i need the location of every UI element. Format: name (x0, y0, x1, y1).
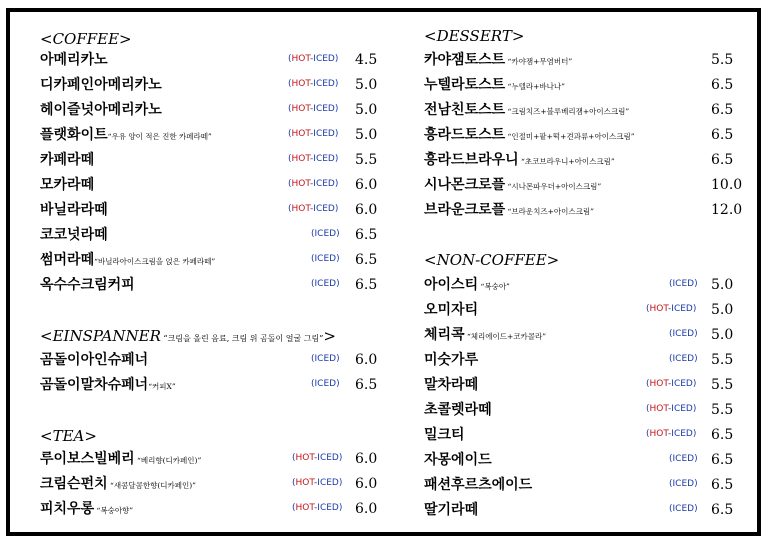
dash-label: - (310, 79, 314, 89)
item-price: 6.5 (711, 502, 734, 518)
menu-item (424, 148, 754, 173)
menu-item (40, 48, 385, 73)
item-name-block (40, 198, 108, 223)
menu-item (40, 148, 385, 173)
item-description: “우유 양이 적은 진한 카페라떼” (107, 132, 212, 141)
temperature-options (311, 373, 340, 395)
item-price: 5.5 (711, 52, 734, 68)
paren-close: ) (336, 254, 340, 264)
item-description: “복숭아” (478, 282, 510, 291)
paren-open: ( (669, 504, 673, 514)
item-price: 6.5 (711, 152, 734, 168)
item-name: 브라운크로플 (424, 202, 506, 218)
paren-open: ( (646, 379, 650, 389)
temperature-options (311, 348, 340, 370)
item-price: 6.5 (355, 277, 378, 293)
temperature-options (669, 273, 698, 295)
einspanner-title-note: “크림을 올린 음료, 크림 위 곰돌이 얼굴 그림” (160, 334, 324, 343)
item-name: 자몽에이드 (424, 452, 492, 468)
item-name-block (424, 198, 594, 224)
hot-label: HOT (291, 179, 311, 189)
item-name: 루이보스빌베리 (40, 451, 135, 467)
paren-close: ) (694, 479, 698, 489)
hot-label: HOT (291, 54, 311, 64)
paren-close: ) (694, 329, 698, 339)
iced-label: ICED (314, 354, 337, 364)
item-name-block (40, 98, 162, 123)
temperature-options (669, 498, 698, 520)
hot-label: HOT (291, 104, 311, 114)
item-name-block (424, 148, 615, 174)
item-name-block (40, 148, 94, 173)
item-description: “커피X” (148, 382, 176, 391)
item-price: 6.0 (355, 451, 378, 467)
paren-close: ) (336, 379, 340, 389)
item-name-block (424, 98, 629, 124)
item-name: 전남친토스트 (424, 102, 506, 118)
paren-open: ( (669, 354, 673, 364)
iced-label: ICED (313, 204, 335, 214)
temperature-options (669, 323, 698, 345)
paren-open: ( (669, 479, 673, 489)
item-name: 썸머라떼 (40, 252, 95, 268)
dash-label: - (668, 304, 672, 314)
paren-open: ( (311, 254, 315, 264)
hot-label: HOT (295, 503, 315, 513)
item-price: 6.5 (711, 452, 734, 468)
hot-label: HOT (291, 204, 311, 214)
item-name: 곰돌이말차슈페너 (40, 377, 149, 393)
temperature-options (311, 223, 340, 245)
iced-label: ICED (671, 429, 693, 439)
item-name-block (424, 498, 478, 523)
paren-close: ) (338, 503, 343, 513)
dash-label: - (668, 429, 672, 439)
temperature-options (292, 472, 342, 494)
item-name: 딸기라떼 (424, 502, 479, 518)
paren-close: ) (334, 129, 339, 139)
menu-item (424, 198, 754, 223)
item-name-block (424, 473, 532, 498)
temperature-options (669, 448, 698, 470)
hot-label: HOT (649, 304, 669, 314)
paren-close: ) (692, 429, 697, 439)
item-price: 6.0 (355, 352, 378, 368)
dash-label: - (310, 179, 314, 189)
paren-close: ) (336, 229, 340, 239)
item-name-block (424, 123, 635, 149)
menu-item (424, 423, 754, 448)
item-price: 5.0 (355, 102, 378, 118)
menu-item (40, 273, 385, 298)
item-price: 6.0 (355, 202, 378, 218)
menu-item (424, 123, 754, 148)
paren-open: ( (669, 454, 673, 464)
item-name: 크림슨펀치 (40, 476, 108, 492)
temperature-options (311, 273, 340, 295)
item-name-block (40, 223, 108, 248)
item-name: 플랫화이트 (40, 127, 108, 143)
einspanner-title-close: > (323, 327, 336, 345)
dash-label: - (668, 379, 672, 389)
temperature-options (288, 98, 338, 120)
item-name: 패션후르츠에이드 (424, 477, 533, 493)
item-price: 5.5 (711, 352, 734, 368)
paren-open: ( (669, 329, 673, 339)
item-price: 6.5 (355, 377, 378, 393)
temperature-options (288, 48, 338, 70)
paren-open: ( (292, 453, 296, 463)
item-price: 6.0 (355, 476, 378, 492)
temperature-options (288, 173, 338, 195)
item-name-block (40, 248, 215, 274)
item-price: 5.0 (355, 127, 378, 143)
temperature-options (288, 73, 338, 95)
item-price: 6.5 (711, 477, 734, 493)
tea-section-title: <TEA> (40, 427, 97, 445)
paren-close: ) (694, 279, 698, 289)
item-name-block (424, 348, 478, 373)
item-name-block (40, 497, 133, 523)
item-price: 10.0 (711, 177, 743, 193)
iced-label: ICED (317, 453, 339, 463)
paren-close: ) (334, 154, 339, 164)
paren-open: ( (311, 354, 315, 364)
dash-label: - (310, 154, 314, 164)
dash-label: - (314, 503, 318, 513)
iced-label: ICED (317, 503, 339, 513)
iced-label: ICED (672, 454, 695, 464)
paren-open: ( (292, 503, 296, 513)
einspanner-title-open: <EINSPANNER (40, 327, 161, 345)
item-name-block (424, 298, 478, 323)
temperature-options (646, 423, 696, 445)
paren-close: ) (692, 404, 697, 414)
item-price: 6.5 (355, 227, 378, 243)
iced-label: ICED (672, 354, 695, 364)
iced-label: ICED (671, 304, 693, 314)
item-name: 코코넛라떼 (40, 227, 108, 243)
item-name: 밀크티 (424, 427, 465, 443)
item-description: “크림치즈+블루베리잼+아이스크림” (505, 107, 630, 116)
item-name: 모카라떼 (40, 177, 95, 193)
item-description: “시나몬파우더+아이스크림” (505, 182, 602, 191)
paren-open: ( (669, 279, 673, 289)
item-price: 5.5 (711, 377, 734, 393)
item-name-block (40, 273, 135, 298)
item-name: 디카페인아메리카노 (40, 77, 162, 93)
hot-label: HOT (291, 154, 311, 164)
paren-close: ) (334, 79, 339, 89)
paren-close: ) (334, 54, 339, 64)
menu-item (40, 472, 385, 497)
item-name: 아메리카노 (40, 52, 108, 68)
menu-item (424, 273, 754, 298)
menu-item (40, 98, 385, 123)
paren-close: ) (694, 504, 698, 514)
menu-item (424, 48, 754, 73)
paren-open: ( (288, 204, 292, 214)
item-name-block (424, 173, 601, 199)
paren-open: ( (311, 229, 315, 239)
item-name-block (424, 448, 492, 473)
dash-label: - (668, 404, 672, 414)
temperature-options (646, 298, 696, 320)
item-price: 5.0 (711, 327, 734, 343)
paren-close: ) (334, 104, 339, 114)
item-price: 4.5 (355, 52, 378, 68)
hot-label: HOT (649, 379, 669, 389)
item-price: 6.5 (711, 427, 734, 443)
item-name-block (40, 48, 108, 73)
item-name: 바닐라라떼 (40, 202, 108, 218)
paren-open: ( (646, 304, 650, 314)
item-name-block (424, 373, 478, 398)
temperature-options (292, 497, 342, 519)
item-name: 초콜렛라떼 (424, 402, 492, 418)
item-name: 아이스티 (424, 277, 479, 293)
item-description: “새콤달콤한향(디카페인)” (107, 481, 196, 490)
temperature-options (646, 373, 696, 395)
item-price: 6.5 (711, 127, 734, 143)
menu-item (40, 348, 385, 373)
einspanner-section-title (40, 327, 336, 345)
hot-label: HOT (295, 453, 315, 463)
menu-item (40, 123, 385, 148)
item-description: “브라운치즈+아이스크림” (505, 207, 594, 216)
hot-label: HOT (291, 79, 311, 89)
dash-label: - (310, 104, 314, 114)
temperature-options (646, 398, 696, 420)
item-name: 곰돌이아인슈페너 (40, 352, 149, 368)
iced-label: ICED (313, 54, 335, 64)
item-price: 6.5 (355, 252, 378, 268)
item-description: “누텔라+바나나” (505, 82, 565, 91)
menu-item (40, 447, 385, 472)
temperature-options (669, 348, 698, 370)
menu-item (424, 398, 754, 423)
item-price: 5.0 (711, 302, 734, 318)
menu-item (424, 473, 754, 498)
item-name: 미숫가루 (424, 352, 479, 368)
iced-label: ICED (313, 179, 335, 189)
menu-item (424, 73, 754, 98)
item-description: “카야잼+무염버터” (505, 57, 573, 66)
item-name: 시나몬크로플 (424, 177, 506, 193)
item-price: 12.0 (711, 202, 743, 218)
item-price: 6.0 (355, 177, 378, 193)
hot-label: HOT (295, 478, 315, 488)
paren-close: ) (334, 179, 339, 189)
temperature-options (669, 473, 698, 495)
menu-item (40, 497, 385, 522)
item-name-block (424, 73, 565, 99)
item-name: 카야잼토스트 (424, 52, 506, 68)
temperature-options (288, 123, 338, 145)
paren-open: ( (292, 478, 296, 488)
item-name: 카페라떼 (40, 152, 95, 168)
menu-item (40, 173, 385, 198)
item-price: 5.0 (355, 77, 378, 93)
item-name-block (424, 398, 492, 423)
item-description: “인절미+팥+떡+견과류+아이스크림” (505, 132, 635, 141)
paren-open: ( (288, 54, 292, 64)
item-name: 흥라드토스트 (424, 127, 506, 143)
item-name-block (40, 472, 196, 498)
iced-label: ICED (313, 154, 335, 164)
item-name-block (40, 123, 212, 149)
temperature-options (311, 248, 340, 270)
paren-close: ) (694, 454, 698, 464)
menu-item (424, 173, 754, 198)
paren-close: ) (338, 453, 343, 463)
dessert-section-title: <DESSERT> (424, 27, 525, 45)
menu-item (40, 73, 385, 98)
item-price: 5.0 (711, 277, 734, 293)
iced-label: ICED (314, 379, 337, 389)
item-name: 말차라떼 (424, 377, 479, 393)
item-name-block (40, 173, 94, 198)
paren-close: ) (694, 354, 698, 364)
paren-open: ( (288, 79, 292, 89)
menu-item (40, 248, 385, 273)
menu-item (424, 448, 754, 473)
item-description: “베리향(디카페인)” (134, 456, 202, 465)
paren-close: ) (692, 379, 697, 389)
hot-label: HOT (649, 404, 669, 414)
paren-open: ( (311, 379, 315, 389)
paren-open: ( (646, 404, 650, 414)
paren-open: ( (288, 179, 292, 189)
menu-item (424, 98, 754, 123)
paren-close: ) (338, 478, 343, 488)
iced-label: ICED (313, 129, 335, 139)
item-name: 체리콕 (424, 327, 465, 343)
dash-label: - (314, 478, 318, 488)
temperature-options (288, 148, 338, 170)
iced-label: ICED (314, 229, 337, 239)
item-name-block (40, 348, 148, 373)
hot-label: HOT (649, 429, 669, 439)
item-name: 헤이즐넛아메리카노 (40, 102, 162, 118)
dash-label: - (310, 129, 314, 139)
item-description: “복숭아향” (94, 506, 134, 515)
item-name: 흥라드브라우니 (424, 152, 519, 168)
item-name: 오미자티 (424, 302, 479, 318)
menu-item (424, 348, 754, 373)
item-price: 5.5 (355, 152, 378, 168)
item-description: “초코브라우니+아이스크림” (518, 157, 615, 166)
item-name: 피치우롱 (40, 501, 95, 517)
iced-label: ICED (672, 279, 695, 289)
menu-item (40, 373, 385, 398)
item-name-block (424, 423, 465, 448)
item-name-block (40, 373, 176, 399)
iced-label: ICED (672, 329, 695, 339)
paren-close: ) (336, 279, 340, 289)
paren-close: ) (334, 204, 339, 214)
iced-label: ICED (672, 479, 695, 489)
item-price: 5.5 (711, 402, 734, 418)
item-name-block (40, 73, 162, 98)
menu-item (40, 223, 385, 248)
item-price: 6.5 (711, 77, 734, 93)
menu-item (424, 298, 754, 323)
iced-label: ICED (671, 404, 693, 414)
item-name-block (424, 48, 572, 74)
iced-label: ICED (314, 279, 337, 289)
iced-label: ICED (671, 379, 693, 389)
paren-open: ( (288, 104, 292, 114)
temperature-options (288, 198, 338, 220)
item-description: “바닐라아이스크림을 얹은 카페라떼” (94, 257, 216, 266)
iced-label: ICED (314, 254, 337, 264)
item-name: 누텔라토스트 (424, 77, 506, 93)
iced-label: ICED (313, 104, 335, 114)
menu-item (424, 373, 754, 398)
paren-open: ( (288, 154, 292, 164)
noncoffee-section-title: <NON-COFFEE> (424, 251, 560, 269)
menu-item (424, 498, 754, 523)
item-price: 6.5 (711, 102, 734, 118)
item-description: “체리에이드+코카콜라” (464, 332, 547, 341)
temperature-options (292, 447, 342, 469)
dash-label: - (310, 54, 314, 64)
dash-label: - (310, 204, 314, 214)
item-price: 6.0 (355, 501, 378, 517)
dash-label: - (314, 453, 318, 463)
item-name-block (40, 447, 201, 473)
iced-label: ICED (313, 79, 335, 89)
paren-close: ) (692, 304, 697, 314)
paren-open: ( (311, 279, 315, 289)
paren-close: ) (336, 354, 340, 364)
menu-item (424, 323, 754, 348)
iced-label: ICED (317, 478, 339, 488)
item-name-block (424, 273, 510, 299)
item-name-block (424, 323, 546, 349)
paren-open: ( (288, 129, 292, 139)
menu-item (40, 198, 385, 223)
item-name: 옥수수크림커피 (40, 277, 135, 293)
coffee-section-title: <COFFEE> (40, 30, 132, 48)
hot-label: HOT (291, 129, 311, 139)
paren-open: ( (646, 429, 650, 439)
iced-label: ICED (672, 504, 695, 514)
